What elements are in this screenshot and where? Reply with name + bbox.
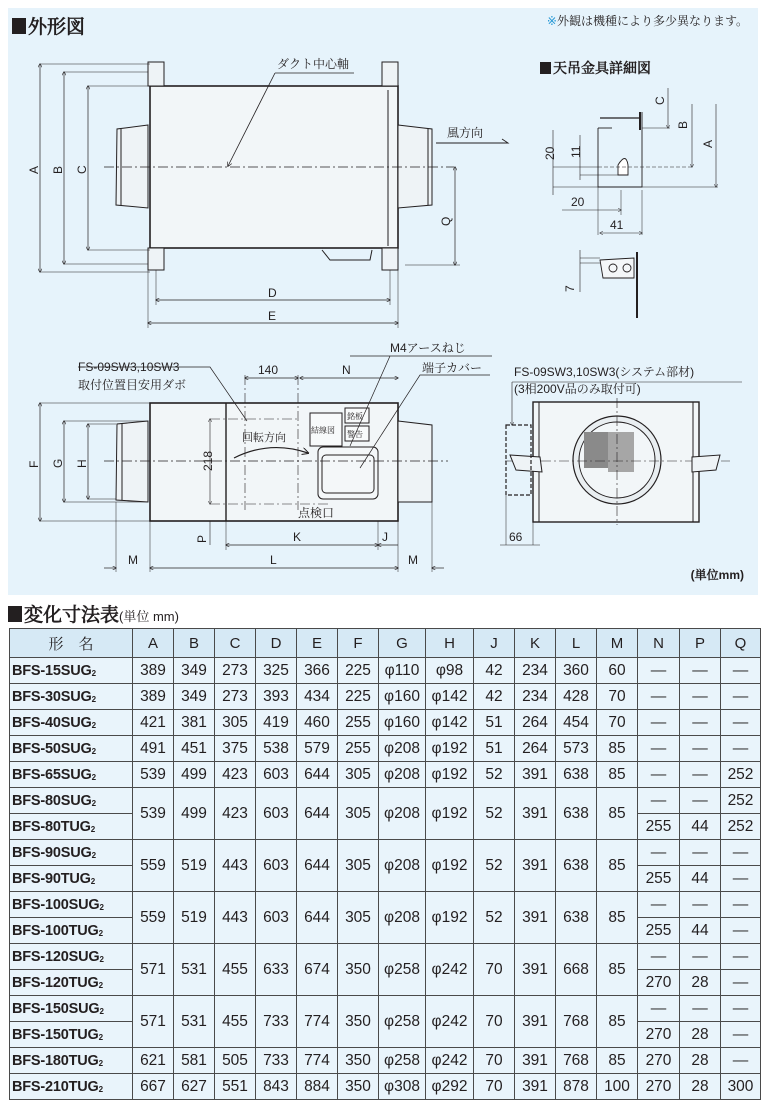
svg-text:41: 41: [610, 218, 624, 232]
cell-p: 28: [680, 1074, 721, 1100]
cell-q: —: [721, 840, 761, 866]
cell-l: 360: [556, 658, 597, 684]
cell-q: 252: [721, 762, 761, 788]
cell-m: 85: [597, 788, 638, 840]
cell-e: 774: [297, 1048, 338, 1074]
svg-text:点検口: 点検口: [298, 506, 335, 520]
header-g: G: [379, 629, 426, 658]
cell-c: 273: [215, 684, 256, 710]
cell-j: 70: [474, 1048, 515, 1074]
cell-f: 255: [338, 736, 379, 762]
table-row: [10, 684, 761, 710]
cell-f: 350: [338, 1074, 379, 1100]
table-row: [10, 840, 761, 866]
cell-p: —: [680, 658, 721, 684]
cell-p: —: [680, 840, 721, 866]
header-k: K: [515, 629, 556, 658]
model-name: BFS-$150TUG_2$: [10, 1022, 133, 1048]
svg-text:20: 20: [571, 195, 585, 209]
cell-d: 325: [256, 658, 297, 684]
header-d: D: [256, 629, 297, 658]
cell-c: 551: [215, 1074, 256, 1100]
cell-k: 391: [515, 1048, 556, 1074]
cell-l: 638: [556, 762, 597, 788]
cell-b: 499: [174, 788, 215, 840]
cell-m: 85: [597, 892, 638, 944]
cell-a: 571: [133, 996, 174, 1048]
cell-n: 270: [638, 1048, 680, 1074]
cell-q: —: [721, 1022, 761, 1048]
cell-g: φ160: [379, 710, 426, 736]
cell-q: 252: [721, 788, 761, 814]
cell-b: 531: [174, 996, 215, 1048]
cell-d: 603: [256, 840, 297, 892]
svg-text:結線図: 結線図: [311, 426, 335, 435]
header-h: H: [426, 629, 474, 658]
svg-text:B: B: [676, 120, 690, 129]
cell-j: 70: [474, 1074, 515, 1100]
table-row: [10, 788, 761, 814]
cell-q: —: [721, 1048, 761, 1074]
cell-g: φ208: [379, 762, 426, 788]
cell-n: —: [638, 892, 680, 918]
cell-f: 225: [338, 684, 379, 710]
header-n: N: [638, 629, 680, 658]
svg-text:7: 7: [563, 285, 577, 292]
table-row: [10, 996, 761, 1022]
cell-h: φ192: [426, 840, 474, 892]
cell-e: 644: [297, 762, 338, 788]
cell-e: 644: [297, 840, 338, 892]
cell-j: 42: [474, 658, 515, 684]
cell-m: 85: [597, 944, 638, 996]
cell-l: 428: [556, 684, 597, 710]
cell-j: 42: [474, 684, 515, 710]
table-row: [10, 762, 761, 788]
cell-d: 419: [256, 710, 297, 736]
cell-g: φ208: [379, 736, 426, 762]
svg-text:H: H: [75, 459, 89, 468]
dimension-table-title: [8, 600, 179, 627]
cell-m: 100: [597, 1074, 638, 1100]
cell-q: —: [721, 736, 761, 762]
cell-g: φ258: [379, 1048, 426, 1074]
svg-text:20: 20: [543, 146, 557, 160]
cell-n: —: [638, 840, 680, 866]
cell-h: φ192: [426, 788, 474, 840]
cell-a: 559: [133, 840, 174, 892]
note-text: 外観は機種により多少異なります。: [556, 14, 748, 28]
cell-p: —: [680, 788, 721, 814]
cell-l: 454: [556, 710, 597, 736]
cell-j: 52: [474, 762, 515, 788]
cell-j: 51: [474, 710, 515, 736]
svg-text:警告: 警告: [347, 430, 363, 439]
svg-text:FS-09SW3,10SW3(システム部材): FS-09SW3,10SW3(システム部材): [514, 365, 695, 379]
model-name: BFS-$120TUG_2$: [10, 970, 133, 996]
cell-c: 443: [215, 840, 256, 892]
cell-l: 768: [556, 996, 597, 1048]
cell-d: 603: [256, 892, 297, 944]
model-name: BFS-$40SUG_2$: [10, 710, 133, 736]
cell-f: 305: [338, 762, 379, 788]
outline-title-text: 外形図: [28, 17, 86, 38]
dimension-table: [9, 628, 761, 1100]
cell-j: 70: [474, 996, 515, 1048]
svg-text:取付位置目安用ダボ: 取付位置目安用ダボ: [78, 378, 187, 392]
svg-text:218: 218: [201, 450, 215, 471]
cell-c: 455: [215, 944, 256, 996]
cell-p: —: [680, 684, 721, 710]
svg-text:端子カバー: 端子カバー: [422, 361, 483, 375]
table-row: [10, 944, 761, 970]
model-name: BFS-$80SUG_2$: [10, 788, 133, 814]
cell-q: —: [721, 684, 761, 710]
header-e: E: [297, 629, 338, 658]
cell-m: 85: [597, 762, 638, 788]
cell-p: 28: [680, 970, 721, 996]
bracket-detail-title-text: 天吊金具詳細図: [553, 60, 651, 76]
cell-m: 85: [597, 1048, 638, 1074]
cell-n: —: [638, 996, 680, 1022]
table-row: [10, 1048, 761, 1074]
cell-a: 621: [133, 1048, 174, 1074]
cell-j: 70: [474, 944, 515, 996]
cell-q: —: [721, 892, 761, 918]
cell-a: 559: [133, 892, 174, 944]
cell-h: φ142: [426, 684, 474, 710]
unit-label: (単位mm): [690, 568, 744, 582]
header-m: M: [597, 629, 638, 658]
cell-g: φ258: [379, 996, 426, 1048]
cell-b: 627: [174, 1074, 215, 1100]
svg-text:M4アースねじ: M4アースねじ: [390, 341, 466, 355]
dimension-table-title-text: 変化寸法表: [24, 605, 120, 626]
cell-l: 638: [556, 788, 597, 840]
cell-h: φ142: [426, 710, 474, 736]
cell-g: φ208: [379, 840, 426, 892]
svg-text:L: L: [270, 553, 277, 567]
cell-a: 389: [133, 658, 174, 684]
cell-a: 571: [133, 944, 174, 996]
cell-q: 300: [721, 1074, 761, 1100]
cell-q: —: [721, 710, 761, 736]
cell-h: φ192: [426, 762, 474, 788]
cell-n: —: [638, 788, 680, 814]
cell-l: 638: [556, 892, 597, 944]
cell-p: —: [680, 736, 721, 762]
header-j: J: [474, 629, 515, 658]
cell-p: 44: [680, 918, 721, 944]
cell-q: —: [721, 918, 761, 944]
table-row: [10, 1074, 761, 1100]
cell-b: 581: [174, 1048, 215, 1074]
cell-f: 350: [338, 944, 379, 996]
header-c: C: [215, 629, 256, 658]
cell-p: 28: [680, 1022, 721, 1048]
header-f: F: [338, 629, 379, 658]
cell-c: 443: [215, 892, 256, 944]
cell-n: 270: [638, 970, 680, 996]
cell-e: 644: [297, 892, 338, 944]
svg-text:M: M: [128, 553, 138, 567]
cell-d: 733: [256, 1048, 297, 1074]
svg-text:M: M: [408, 553, 418, 567]
cell-l: 878: [556, 1074, 597, 1100]
cell-n: 270: [638, 1022, 680, 1048]
cell-b: 519: [174, 892, 215, 944]
cell-l: 573: [556, 736, 597, 762]
model-name: BFS-$80TUG_2$: [10, 814, 133, 840]
cell-k: 391: [515, 996, 556, 1048]
cell-j: 51: [474, 736, 515, 762]
cell-d: 603: [256, 788, 297, 840]
cell-b: 349: [174, 684, 215, 710]
cell-n: 255: [638, 918, 680, 944]
cell-h: φ242: [426, 996, 474, 1048]
cell-c: 455: [215, 996, 256, 1048]
cell-g: φ258: [379, 944, 426, 996]
table-row: [10, 710, 761, 736]
cell-q: —: [721, 970, 761, 996]
cell-d: 603: [256, 762, 297, 788]
cell-g: φ160: [379, 684, 426, 710]
svg-text:C: C: [653, 96, 667, 105]
model-name: BFS-$100SUG_2$: [10, 892, 133, 918]
cell-c: 505: [215, 1048, 256, 1074]
svg-text:Q: Q: [439, 216, 453, 226]
svg-text:風方向: 風方向: [447, 126, 484, 140]
cell-l: 638: [556, 840, 597, 892]
cell-l: 768: [556, 1048, 597, 1074]
cell-a: 539: [133, 762, 174, 788]
cell-n: 255: [638, 866, 680, 892]
note-mark: ※: [546, 14, 557, 28]
cell-h: φ192: [426, 736, 474, 762]
cell-p: —: [680, 710, 721, 736]
cell-g: φ208: [379, 892, 426, 944]
cell-p: —: [680, 996, 721, 1022]
cell-h: φ242: [426, 944, 474, 996]
cell-j: 52: [474, 788, 515, 840]
svg-text:11: 11: [569, 145, 583, 158]
cell-q: —: [721, 866, 761, 892]
cell-e: 644: [297, 788, 338, 840]
cell-b: 519: [174, 840, 215, 892]
model-name: BFS-$100TUG_2$: [10, 918, 133, 944]
square-bullet-icon: [8, 606, 22, 622]
header-l: L: [556, 629, 597, 658]
cell-n: —: [638, 762, 680, 788]
cell-k: 391: [515, 762, 556, 788]
svg-text:F: F: [27, 460, 41, 468]
cell-g: φ308: [379, 1074, 426, 1100]
model-name: BFS-$90SUG_2$: [10, 840, 133, 866]
cell-q: —: [721, 944, 761, 970]
cell-c: 305: [215, 710, 256, 736]
cell-e: 460: [297, 710, 338, 736]
cell-p: 44: [680, 814, 721, 840]
model-name: BFS-$120SUG_2$: [10, 944, 133, 970]
model-name: BFS-$150SUG_2$: [10, 996, 133, 1022]
cell-d: 538: [256, 736, 297, 762]
cell-k: 391: [515, 944, 556, 996]
cell-b: 451: [174, 736, 215, 762]
cell-c: 273: [215, 658, 256, 684]
cell-d: 843: [256, 1074, 297, 1100]
header-q: Q: [721, 629, 761, 658]
cell-k: 234: [515, 684, 556, 710]
cell-p: —: [680, 762, 721, 788]
cell-e: 579: [297, 736, 338, 762]
cell-a: 539: [133, 788, 174, 840]
table-row: [10, 658, 761, 684]
cell-f: 350: [338, 1048, 379, 1074]
cell-c: 423: [215, 788, 256, 840]
cell-m: 85: [597, 996, 638, 1048]
cell-d: 633: [256, 944, 297, 996]
table-body: [10, 658, 761, 1100]
cell-n: —: [638, 736, 680, 762]
cell-b: 499: [174, 762, 215, 788]
cell-e: 366: [297, 658, 338, 684]
header-b: B: [174, 629, 215, 658]
cell-n: —: [638, 684, 680, 710]
svg-text:N: N: [342, 363, 351, 377]
cell-c: 375: [215, 736, 256, 762]
cell-q: —: [721, 996, 761, 1022]
cell-f: 305: [338, 892, 379, 944]
cell-k: 391: [515, 840, 556, 892]
cell-m: 70: [597, 710, 638, 736]
cell-b: 349: [174, 658, 215, 684]
cell-n: 270: [638, 1074, 680, 1100]
cell-f: 305: [338, 840, 379, 892]
cell-a: 491: [133, 736, 174, 762]
svg-text:(3相200V品のみ取付可): (3相200V品のみ取付可): [514, 382, 641, 396]
cell-j: 52: [474, 892, 515, 944]
cell-h: φ242: [426, 1048, 474, 1074]
cell-f: 255: [338, 710, 379, 736]
table-row: [10, 736, 761, 762]
table-row: [10, 892, 761, 918]
cell-d: 733: [256, 996, 297, 1048]
model-name: BFS-$65SUG_2$: [10, 762, 133, 788]
cell-j: 52: [474, 840, 515, 892]
cell-e: 774: [297, 996, 338, 1048]
cell-k: 234: [515, 658, 556, 684]
cell-n: 255: [638, 814, 680, 840]
svg-text:P: P: [195, 534, 209, 543]
cell-p: 44: [680, 866, 721, 892]
svg-text:ダクト中心軸: ダクト中心軸: [277, 57, 350, 71]
svg-text:G: G: [51, 458, 65, 468]
dimension-table-unit: (単位 mm): [119, 609, 179, 624]
end-view-drawing: [500, 382, 742, 545]
cell-p: —: [680, 892, 721, 918]
header-a: A: [133, 629, 174, 658]
cell-a: 421: [133, 710, 174, 736]
cell-q: 252: [721, 814, 761, 840]
svg-text:回転方向: 回転方向: [242, 432, 286, 444]
cell-m: 85: [597, 840, 638, 892]
cell-n: —: [638, 658, 680, 684]
header-p: P: [680, 629, 721, 658]
svg-text:B: B: [51, 165, 65, 174]
cell-b: 381: [174, 710, 215, 736]
cell-n: —: [638, 944, 680, 970]
cell-f: 305: [338, 788, 379, 840]
model-name: BFS-$15SUG_2$: [10, 658, 133, 684]
cell-e: 884: [297, 1074, 338, 1100]
cell-g: φ110: [379, 658, 426, 684]
cell-h: φ192: [426, 892, 474, 944]
cell-a: 389: [133, 684, 174, 710]
cell-p: —: [680, 944, 721, 970]
svg-text:FS-09SW3,10SW3: FS-09SW3,10SW3: [78, 360, 180, 374]
table-header-row: [10, 629, 761, 658]
cell-h: φ292: [426, 1074, 474, 1100]
cell-n: —: [638, 710, 680, 736]
svg-text:A: A: [27, 165, 41, 174]
svg-text:140: 140: [258, 363, 279, 377]
cell-g: φ208: [379, 788, 426, 840]
cell-a: 667: [133, 1074, 174, 1100]
cell-h: φ98: [426, 658, 474, 684]
cell-l: 668: [556, 944, 597, 996]
cell-m: 70: [597, 684, 638, 710]
cell-c: 423: [215, 762, 256, 788]
cell-m: 85: [597, 736, 638, 762]
cell-p: 28: [680, 1048, 721, 1074]
model-name: BFS-$180TUG_2$: [10, 1048, 133, 1074]
model-name: BFS-$50SUG_2$: [10, 736, 133, 762]
model-name: BFS-$90TUG_2$: [10, 866, 133, 892]
cell-e: 434: [297, 684, 338, 710]
cell-k: 264: [515, 736, 556, 762]
svg-text:K: K: [293, 530, 302, 544]
cell-k: 391: [515, 1074, 556, 1100]
svg-text:E: E: [268, 309, 277, 323]
cell-q: —: [721, 658, 761, 684]
cell-d: 393: [256, 684, 297, 710]
cell-f: 225: [338, 658, 379, 684]
svg-text:D: D: [268, 286, 277, 300]
cell-k: 264: [515, 710, 556, 736]
model-name: BFS-$210TUG_2$: [10, 1074, 133, 1100]
header-model: 形 名: [10, 629, 133, 658]
svg-text:66: 66: [509, 530, 523, 544]
cell-b: 531: [174, 944, 215, 996]
cell-m: 60: [597, 658, 638, 684]
svg-text:A: A: [701, 139, 715, 148]
cell-k: 391: [515, 892, 556, 944]
cell-k: 391: [515, 788, 556, 840]
model-name: BFS-$30SUG_2$: [10, 684, 133, 710]
cell-f: 350: [338, 996, 379, 1048]
svg-text:C: C: [75, 165, 89, 174]
svg-text:J: J: [382, 530, 388, 544]
svg-text:銘板: 銘板: [347, 412, 363, 421]
cell-e: 674: [297, 944, 338, 996]
